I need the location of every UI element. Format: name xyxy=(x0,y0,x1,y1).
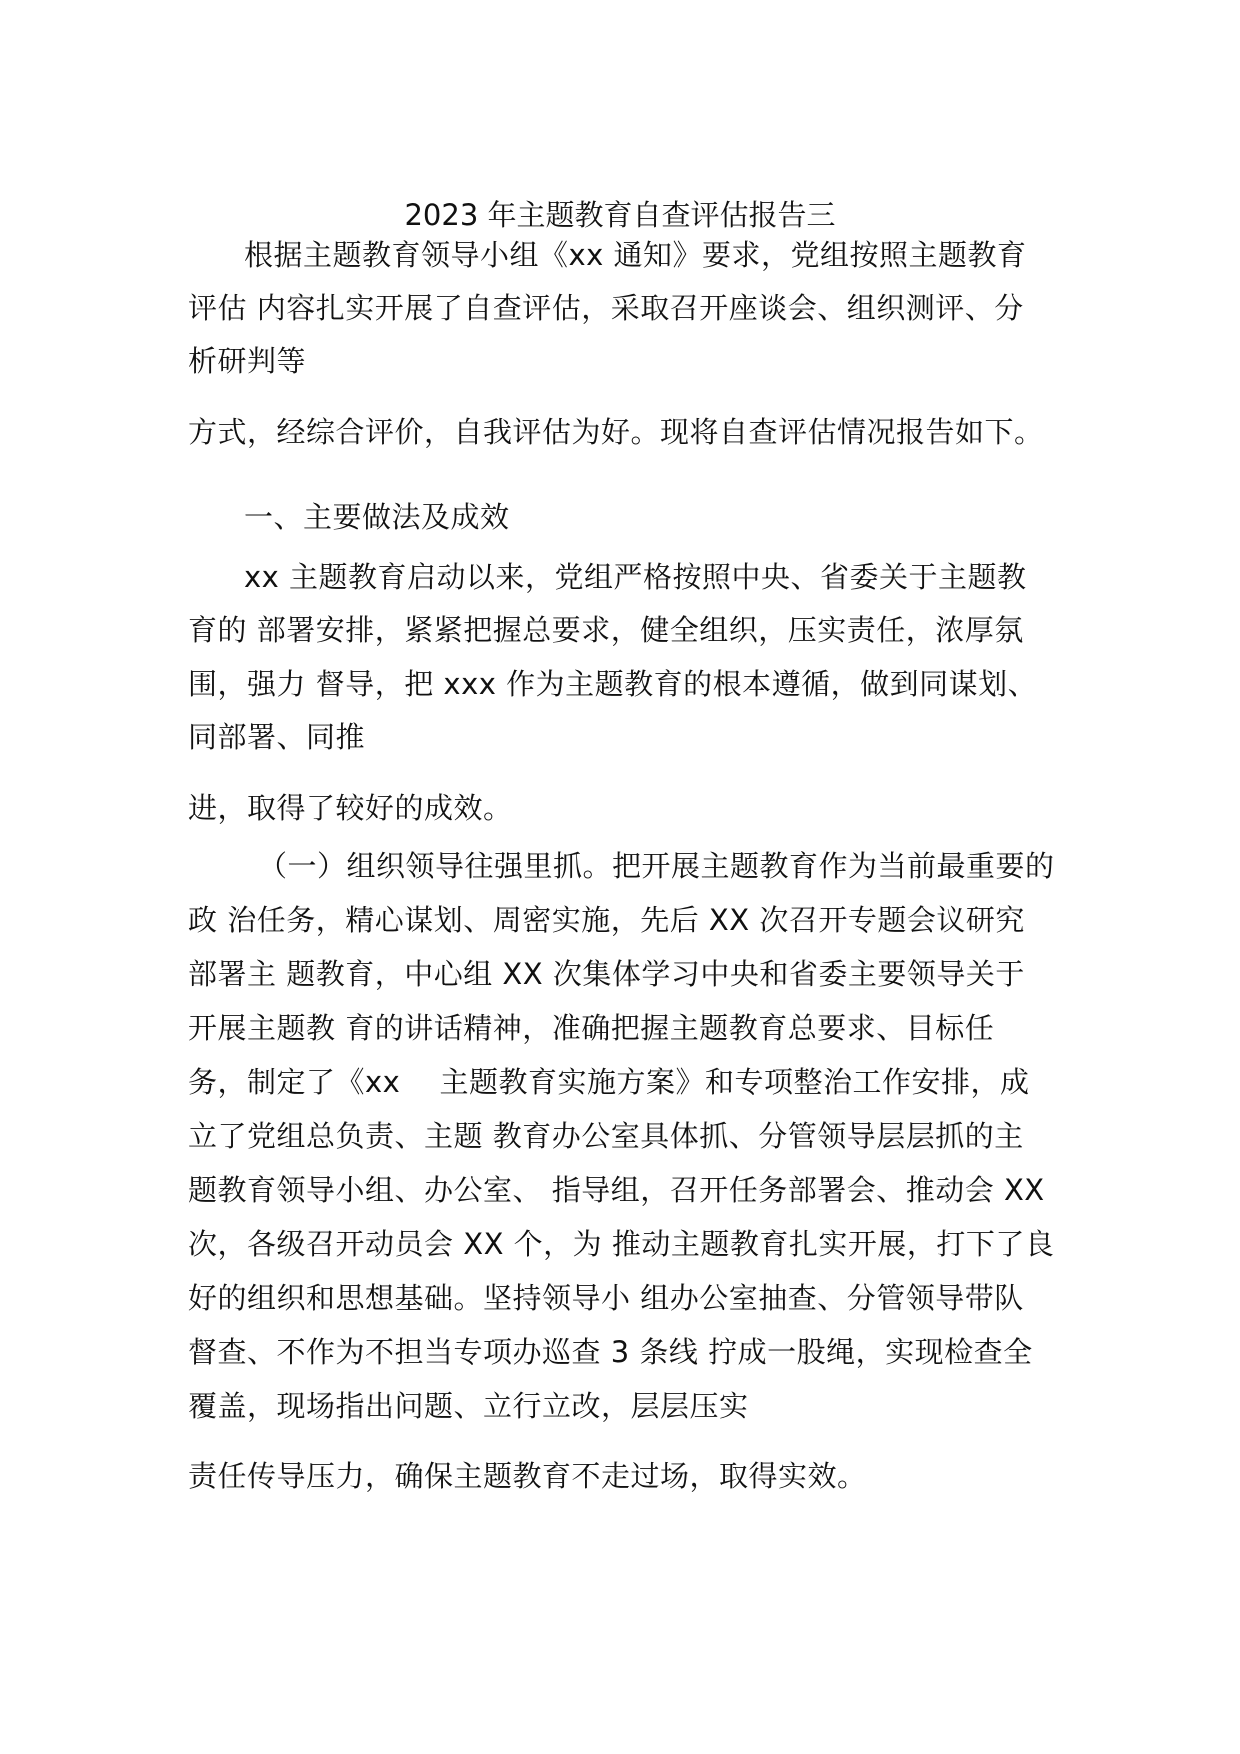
paragraph-line: 政 治任务，精心谋划、周密实施，先后 XX 次召开专题会议研究 xyxy=(188,903,1025,937)
paragraph-line: 次，各级召开动员会 XX 个，为 推动主题教育扎实开展，打下了良 xyxy=(188,1227,1055,1261)
paragraph-line: 题教育领导小组、办公室、 指导组，召开任务部署会、推动会 XX xyxy=(188,1173,1045,1207)
paragraph-line: 同部署、同推 xyxy=(188,720,366,754)
paragraph-line: 方式，经综合评价，自我评估为好。现将自查评估情况报告如下。 xyxy=(188,415,1044,449)
paragraph-line: 析研判等 xyxy=(188,344,307,378)
document-title: 2023 年主题教育自查评估报告三 xyxy=(404,198,836,232)
paragraph-line: 覆盖，现场指出问题、立行立改，层层压实 xyxy=(188,1389,749,1423)
paragraph-line: 责任传导压力，确保主题教育不走过场，取得实效。 xyxy=(188,1459,867,1493)
paragraph-line: 根据主题教育领导小组《xx 通知》要求，党组按照主题教育 xyxy=(244,238,1027,272)
paragraph-line: 立了党组总负责、主题 教育办公室具体抓、分管领导层层抓的主 xyxy=(188,1119,1024,1153)
paragraph-line: 围，强力 督导，把 xxx 作为主题教育的根本遵循，做到同谋划、 xyxy=(188,667,1038,701)
paragraph-line: 督查、不作为不担当专项办巡查 3 条线 拧成一股绳，实现检查全 xyxy=(188,1335,1033,1369)
paragraph-line: 开展主题教 育的讲话精神，准确把握主题教育总要求、目标任 xyxy=(188,1011,995,1045)
paragraph-line: xx 主题教育启动以来，党组严格按照中央、省委关于主题教 xyxy=(244,560,1027,594)
section-heading: 一、主要做法及成效 xyxy=(244,500,510,534)
paragraph-line: 育的 部署安排，紧紧把握总要求，健全组织，压实责任，浓厚氛 xyxy=(188,613,1024,647)
paragraph-line: 部署主 题教育，中心组 XX 次集体学习中央和省委主要领导关于 xyxy=(188,957,1025,991)
paragraph-line: 好的组织和思想基础。坚持领导小 组办公室抽查、分管领导带队 xyxy=(188,1281,1024,1315)
paragraph-line: 务，制定了《xx 主题教育实施方案》和专项整治工作安排，成 xyxy=(188,1065,1030,1099)
subsection-line: （一）组织领导往强里抓。把开展主题教育作为当前最重要的 xyxy=(258,849,1055,883)
paragraph-line: 评估 内容扎实开展了自查评估，采取召开座谈会、组织测评、分 xyxy=(188,291,1024,325)
paragraph-line: 进，取得了较好的成效。 xyxy=(188,791,513,825)
